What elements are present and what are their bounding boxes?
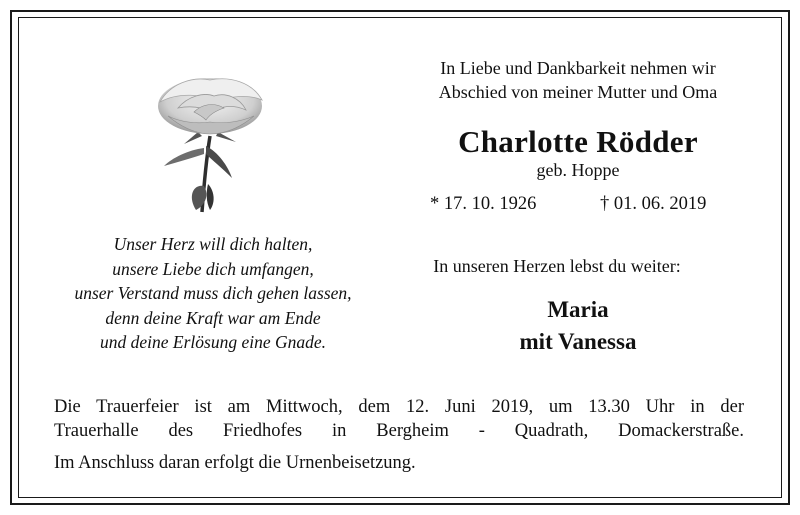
poem-line: denn deine Kraft war am Ende [105,307,321,328]
poem-line: und deine Erlösung eine Gnade. [100,332,326,352]
service-line-1: Die Trauerfeier ist am Mittwoch, dem 12. Juni 2019, um 13.30 Uhr in der [54,397,744,417]
service-info [54,395,744,443]
intro-line-2: Abschied von meiner Mutter und Oma [438,82,718,102]
poem-line: unsere Liebe dich umfangen, [112,258,314,279]
burial-info: Im Anschluss daran erfolgt die Urnenbeisetzung. [54,453,416,473]
mourner-line-2: mit Vanessa [519,329,637,354]
birth-date: * 17. 10. 1926 [430,194,537,214]
death-date: † 01. 06. 2019 [600,194,707,214]
intro-line-1: In Liebe und Dankbarkeit nehmen wir [440,58,716,78]
service-line-2: Trauerhalle des Friedhofes in Bergheim - Quadrath, Domackerstraße. [54,421,744,441]
birth-name: geb. Hoppe [536,160,620,180]
mourner-line-1: Maria [547,297,609,322]
deceased-name: Charlotte Rödder [458,124,698,159]
poem-line: Unser Herz will dich halten, [113,234,313,254]
mourners [400,294,756,358]
poem [40,232,386,355]
intro-text [400,56,756,104]
poem-line: unser Verstand muss dich gehen lassen, [74,283,352,303]
rose-icon [148,66,274,216]
closing-text: In unseren Herzen lebst du weiter: [433,256,681,276]
